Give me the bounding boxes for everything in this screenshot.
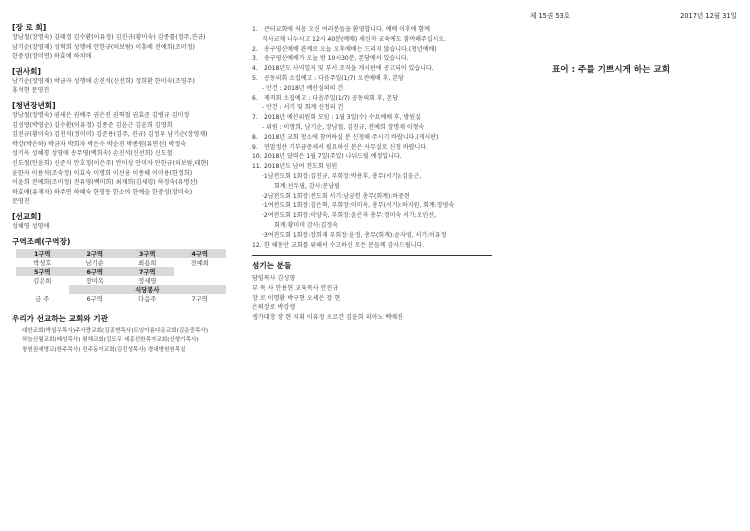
deacons-line: 남기순(장영재) 박금자 성행애 손진석(신선희) 정희환 한미숙(조영주) [12,77,195,85]
young-adults-line: 이윤희 전예희(조미정) 전유영(백미희) 최재희(김세령) 하정숙(유명선) [12,179,198,187]
announcement-text: 2018년 달력은 1월 7일(주일) 나눠드릴 예정입니다. [264,153,402,161]
district-leader: 최용희 [138,259,157,267]
announcement-number: 1. [252,26,258,33]
servers-line: 담임목사 김성영 [252,275,296,283]
announcement-text: ·2남전도회 1회장:전도회 서기:남궁헌 총무(회계):하중현 [262,192,410,200]
servers-line: 은퇴장로 박강생 [252,304,296,312]
announcement-number: 9. [252,143,258,151]
announcement-item [252,133,497,143]
announcement-text: 식사교제 나누시고 12시 40분(예배) 새신자 교육에도 참여해주십시오. [262,35,446,43]
districts-title: 구역조례(구역장) [12,236,71,246]
district-cell: 6구역 [69,267,122,276]
announcement-item [252,221,497,231]
announcements-list [252,25,497,250]
announcement-item [252,113,497,123]
young-adults-line: 문영진 [12,198,30,206]
young-adults-title: [청년장년회] [12,100,56,110]
announcement-text: ·1남전도회 1회장:김진규, 부회장:박용후, 총무(서기):김윤근, [262,172,422,180]
left-column [12,22,240,355]
announcement-item [252,231,497,241]
district-leader: 전예희 [190,259,209,267]
young-adults-line: 김진규(황미숙) 김진석(정이미) 김준용(김주, 진규) 김정우 남기순(장영재) [12,131,208,139]
announcement-text: - 안건 : 서기 및 회계 선정의 건 [262,104,344,112]
announcement-item [252,74,497,84]
district-cell: 2구역 [69,249,122,258]
announcement-text: - 위원 : 이명희, 남기순, 장남철, 김진규, 전예희 장명재 이형숙 [262,123,425,131]
announcement-text: 2018년도 남여 전도회 임원 [264,163,338,171]
announcement-text: 회계:선두필, 감사:문남필 [274,182,340,190]
announcement-text: 송구영신예배 관계로 오늘 오후예배는 드리지 않습니다.(청년예배) [264,45,437,53]
announcement-number: 2. [252,45,258,53]
announcement-text: 공동의회 소집예고 : 다음주일(1/7) 오전예배 후, 본당 [264,74,404,82]
district-cell: 4구역 [174,249,227,258]
district-leader: 박성호 [33,259,52,267]
announcement-number: 4. [252,65,258,73]
servers-line: 생가대장 장 현 지휘 이유정 오르간 김윤희 피아노 백예진 [252,313,403,321]
middle-column [252,25,497,322]
districts-table [16,249,226,303]
young-adults-line: 신도철(안윤희) 신준식 안호정(이은주) 안미성 안미자 안한규(허보람,태현) [12,159,209,167]
district-leader: 정세영 [138,277,157,285]
district-cell: 3구역 [121,249,174,258]
announcement-item [252,152,497,162]
district-leader: 김은희 [33,277,52,285]
young-adults-line: 박강(박은하) 박금자 박희자 박은수 박순진 박종원(유연선) 박정숙 [12,140,187,148]
announcement-number: 8. [252,133,258,141]
district-cell: 1구역 [16,249,69,258]
food-service-cell: 다음주 [138,295,157,303]
announcement-item [252,103,497,113]
announcement-text: 제직회 소집예고 : 다음주일(1/7) 공동의회 후, 본당 [264,94,399,102]
elders-line: 장남철(장명숙) 김태정 김수환(이유정) 김진규(황미숙) 김종률(정주,진규) [12,34,206,41]
announcement-number: 10. [252,153,262,161]
bulletin-date: 2017년 12월 31일 [680,12,737,20]
missions-line: 창원권세명교(한주목사) 전주동이교회(김진성목사) 경대병원원목실 [22,346,186,353]
announcement-text: 송구영신예배가 오늘 밤 10시30분, 본당에서 있습니다. [264,55,409,63]
announcement-text: 회계:황미미 감사:김정숙 [274,221,338,229]
missions-line: 하늘신월교회(배성목사) 평해교회(김도우 세종선한목자교회(신형기목사) [22,337,199,344]
missions-line: 대한교회(박일우목사)주사랑교회(김종현목사)트임아름다운교회(김운중목사) [22,327,209,334]
church-motto: 표어 : 주를 기쁘시게 하는 교회 [552,65,671,75]
food-service-cell: 금 주 [35,295,50,303]
announcement-text: 한 해동안 교회를 위해서 수고하신 모든 분들께 감사드립니다. [264,241,425,249]
district-leader [174,276,227,285]
announcement-text: ·3여전도회 1회장:장희재 부회장:윤정, 총무(회계):윤자영, 서기:이유정 [262,231,447,239]
elders-title: [장 로 회] [12,23,47,32]
servers-line: 장 로 이명환 박구현 오세은 장 현 [252,294,341,302]
announcement-item [252,241,497,251]
district-cell: 5구역 [16,267,69,276]
divider [252,255,492,256]
announcement-item [252,123,497,133]
announcement-item [252,35,497,45]
announcement-item [252,201,497,211]
district-cell [174,267,227,276]
announcement-number: 7. [252,114,258,122]
young-adults-line: 김성영(박영순) 김수환(이유정) 김종준 김윤근 김윤희 김영희 [12,121,173,129]
announcement-text: 큰터교회에 처음 오신 여러분들을 환영합니다. 예배 이후에 함께 [264,26,430,33]
announcement-item [252,182,497,192]
announcement-item [252,192,497,202]
announcement-text: - 안건 : 2018년 예산심의의 건 [262,84,344,92]
announcement-item [252,54,497,64]
mission-society-line: 성혜영 성영애 [12,222,50,230]
announcement-text: ·2여전도회 1회장:이양숙, 부회장:윤은자 총무:정미숙 서기:오인선, [262,212,436,220]
announcement-item [252,211,497,221]
issue-number: 제 15권 53호 [530,12,571,20]
young-adults-line: 장남철(장명숙) 권세은 권예주 권은진 권혁철 권효준 김병규 김미정 [12,111,190,119]
food-service-cell: 7구역 [191,295,208,303]
announcement-text: 2018년 예산위원회 모임 : 1월 3일(수) 수요예배 후, 방원실 [264,114,421,122]
announcement-item [252,162,497,172]
announcement-number: 3. [252,55,258,63]
district-leader: 장미옥 [85,277,104,285]
food-service-label: 식당봉사 [69,285,227,294]
deacons-title: [권사회] [12,66,41,76]
district-cell: 7구역 [121,267,174,276]
announcement-item [252,143,497,153]
announcement-text: ·1여전도회 1회장:김은혁, 부회장:이미옥, 총무(서기):하지원, 회계:장영숙 [262,202,455,210]
servers-line: 부 목 사 안용현 교육목사 안진규 [252,284,339,292]
announcement-number: 6. [252,94,258,102]
announcement-item [252,172,497,182]
announcement-text: 2018년도 사역일지 및 부서 조직을 게시판에 공고되어 있습니다. [264,65,434,73]
announcement-text: 2018년 교회 청소에 참여하실 분 신청해 주시기 바랍니다.(게시판) [264,133,439,141]
announcement-number: 5. [252,74,258,82]
food-service-cell: 6구역 [86,295,103,303]
announcement-item [252,25,497,35]
servers-title: 섬기는 분들 [252,261,292,271]
district-leader: 남기순 [85,259,104,267]
missions-title: 우리가 선교하는 교회와 기관 [12,313,108,323]
young-adults-line: 윤한자 이용석(조숙정) 이효숙 이명희 이선웅 이종혜 이미용(한정희) [12,169,193,177]
announcement-item [252,94,497,104]
deacons-line: 홍석현 문영진 [12,87,50,95]
elders-line: 한중성(장미연) 하효애 하치애 [12,53,92,61]
announcement-item [252,45,497,55]
announcement-number: 11. [252,163,262,171]
announcement-number: 12. [252,241,262,249]
announcement-text: 연말정산 기부금증세서 필요하신 분은 사무실로 신청 바랍니다. [264,143,429,151]
mission-society-title: [선교회] [12,211,41,221]
announcement-item [252,84,497,94]
young-adults-line: 하효애(유재자) 하주연 하혜숙 한영동 한소야 한예슬 한중성(장미숙) [12,188,193,196]
elders-line: 남기순(장영재) 성혁희 성행애 안한규(허보람) 이흥배 전예희(조미정) [12,43,195,51]
announcement-item [252,64,497,74]
young-adults-line: 성기옥 성혜경 성영애 송무영(백희숙) 손진석(신선희) 신도철 [12,150,173,158]
